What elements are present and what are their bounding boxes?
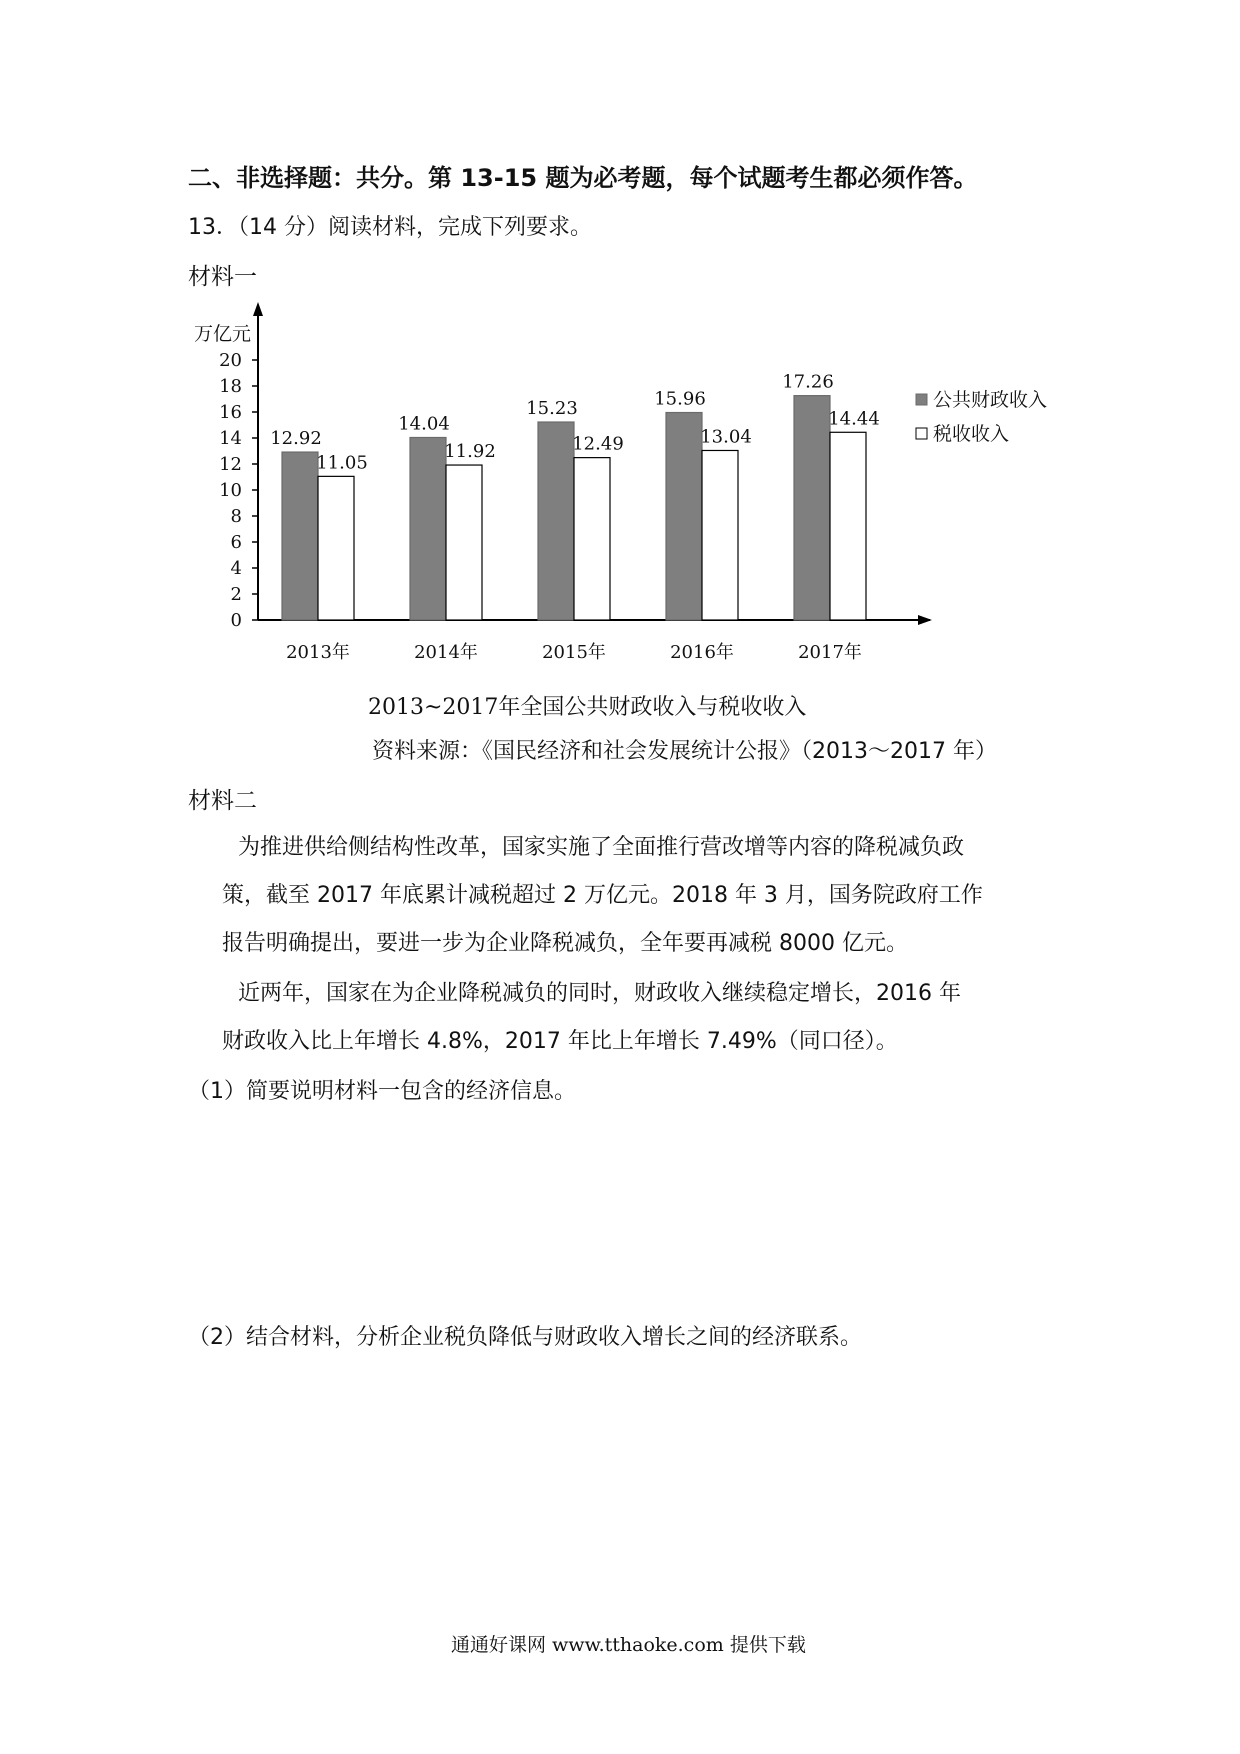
y-tick-label: 6 (230, 532, 242, 553)
question-13-prompt: 13．（14 分）阅读材料，完成下列要求。 (188, 215, 592, 240)
bar-public-revenue (666, 413, 702, 620)
legend-label: 税收收入 (933, 423, 1010, 445)
sub-question-1: （1）简要说明材料一包含的经济信息。 (188, 1079, 576, 1104)
y-tick-label: 20 (219, 350, 242, 371)
data-label: 14.44 (828, 408, 880, 430)
data-label: 12.49 (572, 433, 624, 455)
data-label: 15.23 (526, 398, 578, 420)
material-2-line-3: 报告明确提出，要进一步为企业降税减负，全年要再减税 8000 亿元。 (222, 931, 908, 956)
bar-public-revenue (410, 437, 446, 620)
y-tick-label: 16 (219, 402, 242, 423)
material-2-line-1: 为推进供给侧结构性改革，国家实施了全面推行营改增等内容的降税减负政 (238, 835, 965, 860)
y-tick-label: 12 (219, 454, 242, 475)
bar-tax-revenue (446, 465, 482, 620)
y-tick-label: 8 (230, 506, 242, 527)
y-tick-label: 10 (219, 480, 242, 501)
x-tick-label: 2016年 (670, 642, 734, 663)
footer-note: 通通好课网 www.tthaoke.com 提供下载 (451, 1634, 806, 1656)
x-axis-arrow (918, 615, 932, 625)
legend-swatch (916, 428, 927, 439)
bar-tax-revenue (702, 450, 738, 620)
legend-label: 公共财政收入 (933, 389, 1048, 411)
material-2-line-2: 策，截至 2017 年底累计减税超过 2 万亿元。2018 年 3 月，国务院政府工作 (222, 883, 983, 908)
y-tick-label: 0 (230, 610, 242, 631)
data-label: 11.05 (316, 452, 368, 474)
bar-public-revenue (538, 422, 574, 620)
y-tick-label: 18 (219, 376, 242, 397)
data-label: 11.92 (444, 441, 496, 463)
material-1-label: 材料一 (188, 264, 257, 290)
section-heading: 二、非选择题：共分。第 13-15 题为必考题，每个试题考生都必须作答。 (188, 164, 978, 192)
x-tick-label: 2013年 (286, 642, 350, 663)
bar-tax-revenue (830, 432, 866, 620)
data-label: 14.04 (398, 413, 450, 435)
source-note: 资料来源：《国民经济和社会发展统计公报》（2013～2017 年） (372, 739, 997, 764)
material-2-line-4: 近两年，国家在为企业降税减负的同时，财政收入继续稳定增长，2016 年 (238, 981, 961, 1006)
legend-swatch (916, 394, 927, 405)
sub-question-2: （2）结合材料，分析企业税负降低与财政收入增长之间的经济联系。 (188, 1325, 862, 1350)
y-tick-label: 4 (230, 558, 242, 579)
data-label: 12.92 (270, 428, 322, 450)
bar-chart (170, 300, 1070, 680)
x-tick-label: 2015年 (542, 642, 606, 663)
y-axis-label: 万亿元 (194, 323, 252, 345)
bar-tax-revenue (318, 476, 354, 620)
data-label: 17.26 (782, 371, 834, 393)
data-label: 15.96 (654, 388, 706, 410)
bar-public-revenue (282, 452, 318, 620)
y-tick-label: 2 (230, 584, 242, 605)
chart-caption: 2013~2017年全国公共财政收入与税收收入 (368, 695, 807, 720)
bar-tax-revenue (574, 458, 610, 620)
data-label: 13.04 (700, 426, 752, 448)
y-tick-label: 14 (219, 428, 242, 449)
y-axis-arrow (253, 302, 263, 316)
x-tick-label: 2017年 (798, 642, 862, 663)
bar-public-revenue (794, 396, 830, 620)
material-2-label: 材料二 (188, 788, 257, 814)
material-2-line-5: 财政收入比上年增长 4.8%，2017 年比上年增长 7.49%（同口径）。 (222, 1029, 898, 1054)
x-tick-label: 2014年 (414, 642, 478, 663)
